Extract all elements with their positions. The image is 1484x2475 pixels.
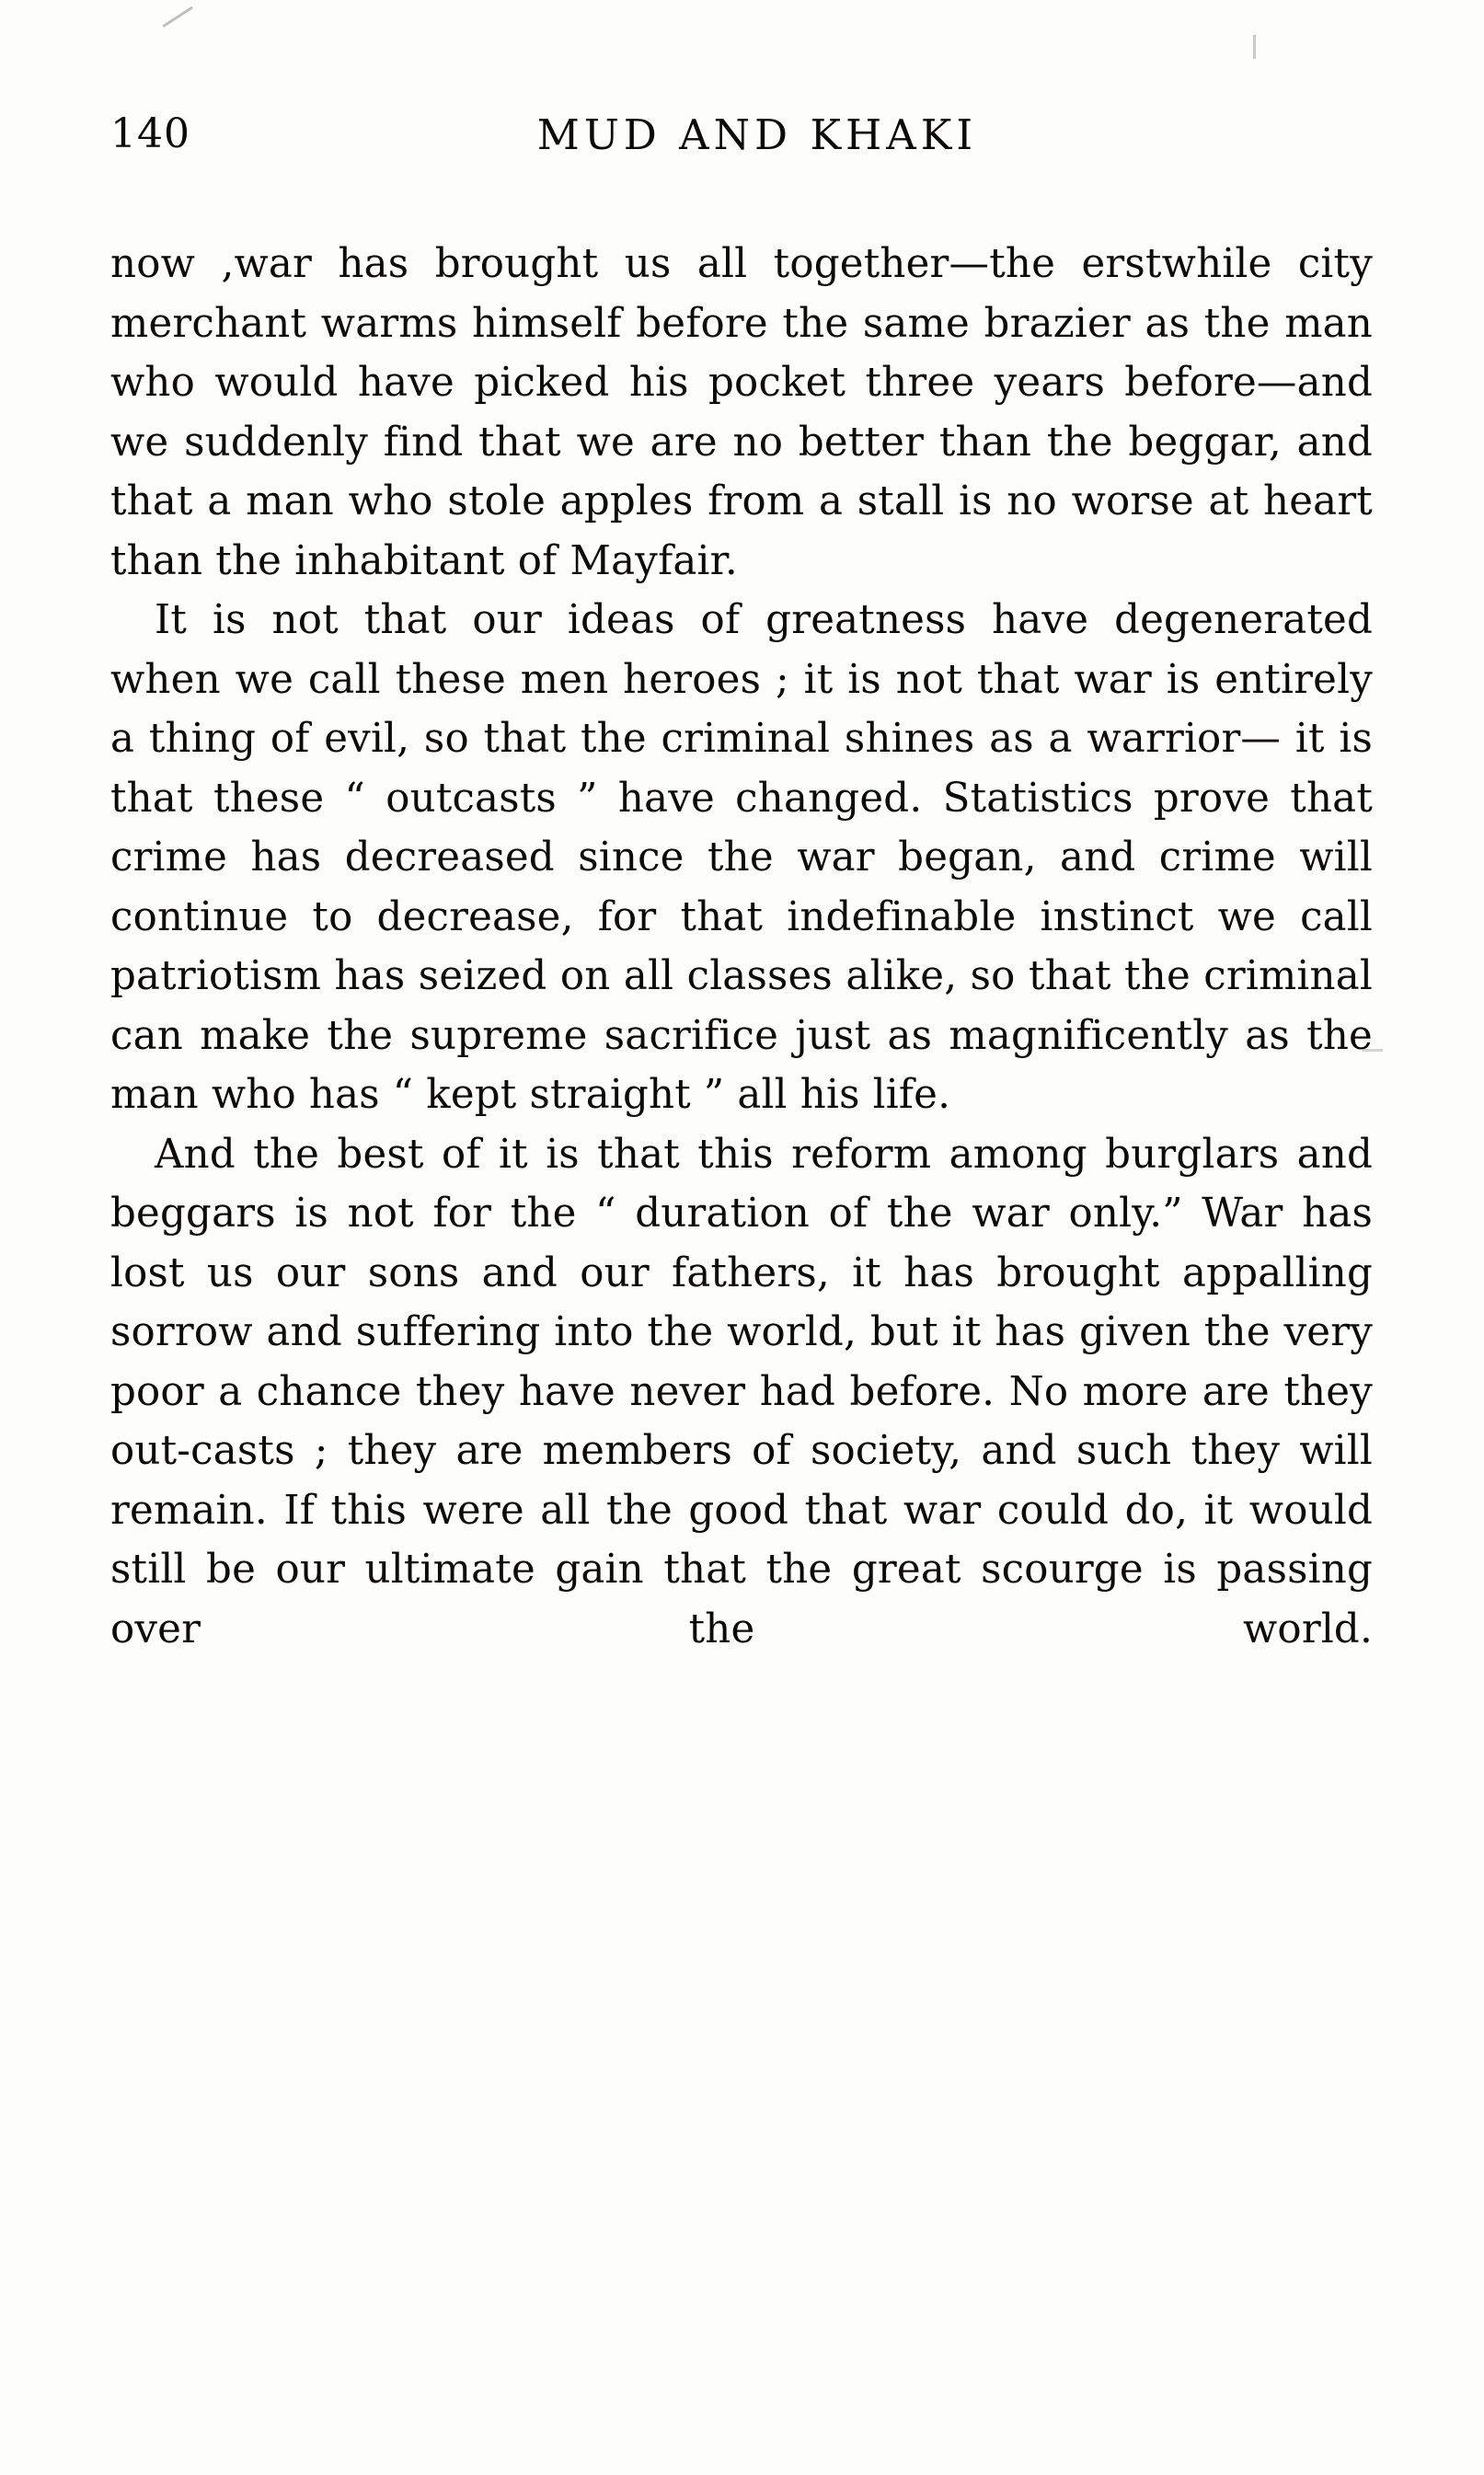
scan-artifact-tick-top <box>1253 35 1256 59</box>
paragraph: And the best of it is that this reform among burglars and beggars is not for the “ duration of the war only.” War has lost us our sons and our fathers, it has brought appalling sorrow and suffering into the world, but it has given the very poor a chance they have never had before. No more are they out-casts ; they are members of society, and such they will remain. If this were all the good that war could do, it would still be our ultimate gain that the great scourge is passing over the world. <box>110 1131 1373 1652</box>
page-number: 140 <box>110 110 190 157</box>
running-title: MUD AND KHAKI <box>536 110 978 159</box>
page-header <box>110 110 1380 175</box>
paragraph: It is not that our ideas of greatness have degenerated when we call these men heroes ; it is not that war is entirely a thing of evil, so that the criminal shines as a warrior— it is that these “ outcasts ” have changed. Statistics prove that crime has decreased since the war began, and crime will continue to decrease, for that indefinable instinct we call patriotism has seized on all classes alike, so that the criminal can make the supreme sacrifice just as magnificently as the man who has “ kept straight ” all his life. <box>110 597 1373 1118</box>
scan-artifact-mark <box>164 7 201 31</box>
paragraph: now ,war has brought us all together—the erstwhile city merchant warms himself before the same brazier as the man who would have picked his pocket three years before—and we suddenly find that we are no better than the beggar, and that a man who stole apples from a stall is no worse at heart than the inhabitant of Mayfair. <box>110 241 1373 584</box>
body-text <box>110 235 1373 1719</box>
